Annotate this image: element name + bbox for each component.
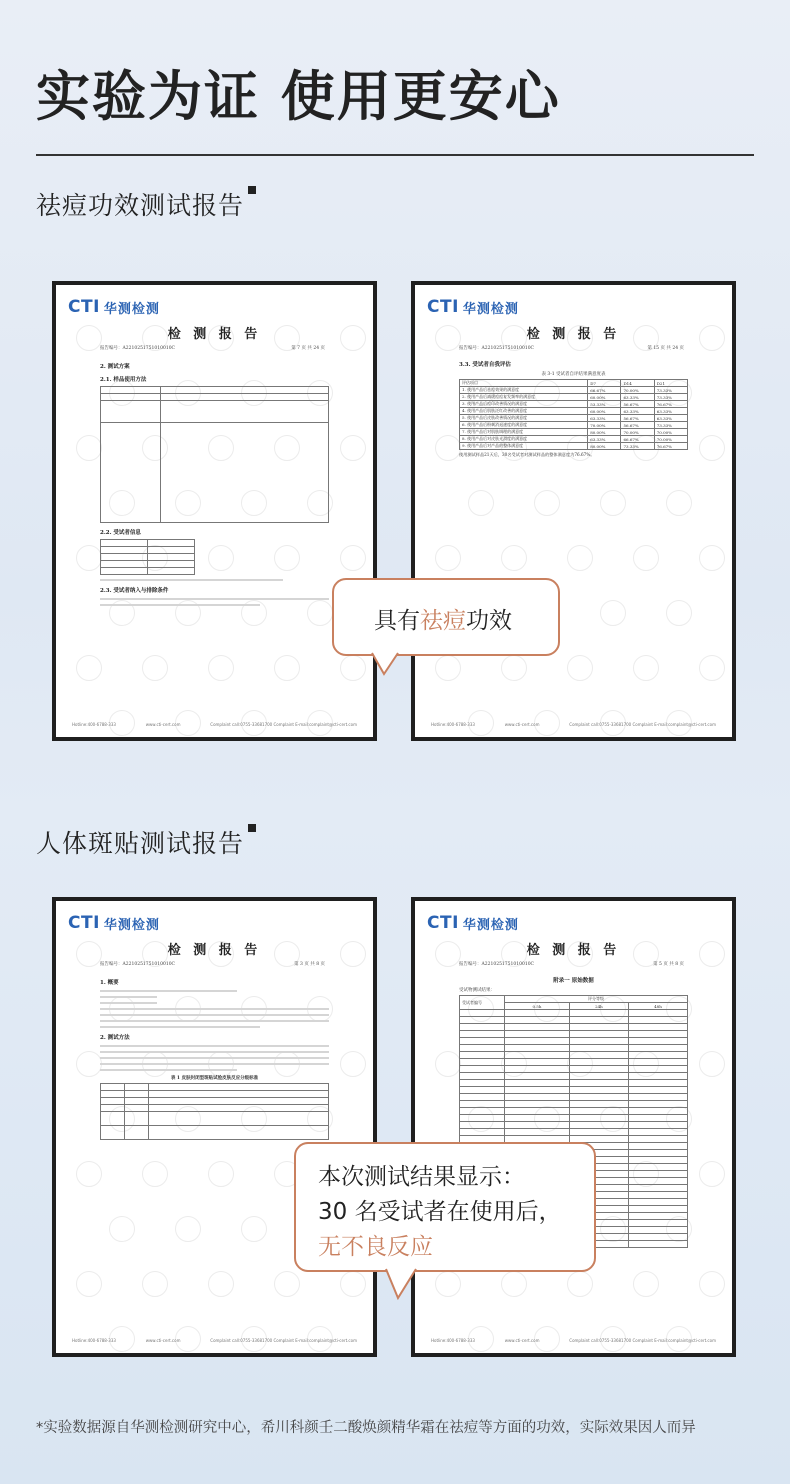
watermark-circle: [699, 1051, 725, 1077]
table-cell: 70.00%: [621, 387, 654, 394]
watermark-circle: [274, 1271, 300, 1297]
table-cell: 3. 使用产品后痘印改善情况的满意度: [460, 401, 588, 408]
watermark-circle: [241, 1216, 267, 1242]
table-cell: 56.67%: [621, 401, 654, 408]
table-cell: 63.33%: [588, 436, 621, 443]
table-cell: 63.33%: [654, 408, 687, 415]
page-number: 第 15 页 共 24 页: [647, 346, 684, 351]
table-cell: 80.00%: [588, 429, 621, 436]
table-header-cell: D7: [588, 380, 621, 387]
report-number: 报告编号：A2210251751010010C: [459, 962, 535, 967]
table-header-cell: 24h: [569, 1003, 628, 1010]
table-row: [460, 1087, 688, 1094]
watermark-circle: [435, 545, 461, 571]
watermark-circle: [142, 655, 168, 681]
doc-meta: [459, 961, 684, 967]
table-cell: 4. 使用产品后肌肤泛红改善的满意度: [460, 408, 588, 415]
table-group-header: 评分等级: [505, 996, 688, 1003]
callout-tail: [370, 652, 400, 676]
table-header-cell: D21: [654, 380, 687, 387]
watermark-circle: [435, 655, 461, 681]
footnote: *实验数据源自华测检测研究中心，希川科颜壬二酸焕颜精华霜在祛痘等方面的功效，实际效果因人而异: [36, 1420, 696, 1436]
table-header-cell: 48h: [628, 1003, 687, 1010]
table-cell: 56.67%: [621, 415, 654, 422]
table-cell: 63.33%: [588, 415, 621, 422]
watermark-circle: [666, 600, 692, 626]
doc-footer: Hotline:400-6788-333 www.cti-cert.com Complaint call:0755-33681700 Complaint E-mail:complaint@cti-cert.com: [431, 722, 716, 727]
table-header-cell: 0.5h: [505, 1003, 570, 1010]
doc-heading: 2. 测试方案: [100, 364, 130, 370]
watermark-circle: [600, 600, 626, 626]
report-number: 报告编号：A2210251751010010C: [100, 962, 176, 967]
table-cell: 2. 使用产品后减缓痘痘复发频率的满意度: [460, 394, 588, 401]
logo-cn: 华测检测: [462, 301, 519, 317]
page-title: 实验为证 使用更安心: [36, 65, 561, 128]
table-cell: 63.33%: [621, 394, 654, 401]
watermark-circle: [208, 1271, 234, 1297]
table-cell: 63.33%: [621, 408, 654, 415]
table-row: [460, 1010, 688, 1017]
doc-body: [459, 355, 688, 458]
cti-logo: [427, 297, 519, 317]
table-row: [460, 1024, 688, 1031]
watermark-circle: [373, 996, 377, 1022]
doc-subheading: 2. 测试方法: [100, 1035, 130, 1041]
logo-en: CTI: [427, 913, 459, 933]
report-document-3: [52, 897, 377, 1357]
watermark-circle: [732, 1326, 736, 1352]
watermark-circle: [340, 545, 366, 571]
page-number: 第 7 页 共 24 页: [291, 346, 325, 351]
watermark-circle: [142, 1161, 168, 1187]
table-cell: 8. 使用产品后对皮肤光滑度的满意度: [460, 436, 588, 443]
doc-meta: [459, 345, 684, 351]
table-cell: 60.00%: [588, 408, 621, 415]
table-row: [460, 1059, 688, 1066]
section-title-text: 人体斑贴测试报告: [36, 829, 245, 858]
watermark-circle: [76, 1161, 102, 1187]
callout-tail: [384, 1268, 418, 1300]
doc-subheading: 受试物测试结果：: [459, 988, 495, 993]
watermark-circle: [435, 1051, 461, 1077]
watermark-circle: [633, 545, 659, 571]
doc-subheading-2: 2.2. 受试者信息: [100, 530, 141, 536]
watermark-circle: [373, 490, 377, 516]
cti-logo: [68, 297, 160, 317]
watermark-circle: [76, 1051, 102, 1077]
watermark-circle: [567, 1271, 593, 1297]
table-cell: 66.67%: [621, 436, 654, 443]
watermark-circle: [732, 600, 736, 626]
watermark-circle: [699, 655, 725, 681]
table-cell: 60.00%: [588, 394, 621, 401]
section-title-text: 祛痘功效测试报告: [36, 191, 245, 220]
doc-title: 检 测 报 告: [167, 327, 262, 342]
page-number: 第 5 页 共 8 页: [653, 962, 684, 967]
table-row: [460, 1080, 688, 1087]
report-document-1: [52, 281, 377, 741]
section-title-acne: [36, 186, 256, 222]
watermark-circle: [340, 1051, 366, 1077]
table-row: [460, 1031, 688, 1038]
watermark-pattern: [415, 285, 732, 737]
watermark-circle: [76, 435, 102, 461]
table-row: [460, 1038, 688, 1045]
watermark-circle: [501, 1271, 527, 1297]
table-row: [460, 1066, 688, 1073]
doc-footer: Hotline:400-6788-333 www.cti-cert.com Complaint call:0755-33681700 Complaint E-mail:complaint@cti-cert.com: [431, 1338, 716, 1343]
callout-patch-result: [294, 1142, 596, 1272]
table-row: [460, 1094, 688, 1101]
reaction-grade-table: [100, 1083, 329, 1140]
report-document-2: [411, 281, 736, 741]
table-cell: 56.67%: [621, 422, 654, 429]
watermark-circle: [175, 1216, 201, 1242]
table-row: [460, 387, 688, 394]
table-row: [460, 1045, 688, 1052]
cti-logo: [68, 913, 160, 933]
satisfaction-table: [459, 379, 688, 450]
table-cell: 73.33%: [621, 443, 654, 450]
watermark-circle: [501, 655, 527, 681]
callout-line-1: 本次测试结果显示：: [318, 1164, 525, 1190]
table-cell: 7. 使用产品后对肌肤调理的满意度: [460, 429, 588, 436]
table-header-cell: 评估项目: [460, 380, 588, 387]
table-header-cell: 受试者编号: [460, 996, 505, 1010]
watermark-circle: [699, 1161, 725, 1187]
doc-subheading-3: 2.3. 受试者纳入与排除条件: [100, 588, 169, 594]
square-icon: [248, 824, 256, 832]
doc-heading: 3.3. 受试者自我评估: [459, 362, 511, 368]
logo-cn: 华测检测: [103, 917, 160, 933]
table-cell: 5. 使用产品后皮肤改善情况的满意度: [460, 415, 588, 422]
doc-body: [100, 973, 329, 1140]
callout-acne-efficacy: 具有祛痘功效: [332, 578, 560, 656]
table-cell: 73.33%: [654, 422, 687, 429]
page-number: 第 3 页 共 8 页: [294, 962, 325, 967]
table-cell: 1. 使用产品后祛痘效果的满意度: [460, 387, 588, 394]
watermark-circle: [340, 435, 366, 461]
table-cell: 70.00%: [588, 422, 621, 429]
watermark-circle: [109, 1216, 135, 1242]
method-table: [100, 386, 329, 523]
table-cell: 80.00%: [588, 443, 621, 450]
table-cell: 70.00%: [621, 429, 654, 436]
watermark-circle: [373, 380, 377, 406]
doc-footer: Hotline:400-6788-333 www.cti-cert.com Complaint call:0755-33681700 Complaint E-mail:complaint@cti-cert.com: [72, 1338, 357, 1343]
logo-en: CTI: [427, 297, 459, 317]
doc-meta: [100, 961, 325, 967]
table-row: [460, 401, 688, 408]
logo-en: CTI: [68, 913, 100, 933]
subject-table: [100, 539, 195, 575]
table-row: [460, 408, 688, 415]
doc-title: 检 测 报 告: [526, 943, 621, 958]
doc-heading: 附录一 原始数据: [553, 978, 594, 984]
report-number: 报告编号：A2210251751010010C: [100, 346, 176, 351]
watermark-circle: [732, 1216, 736, 1242]
watermark-circle: [534, 490, 560, 516]
watermark-circle: [208, 1161, 234, 1187]
table-row: [460, 436, 688, 443]
table-caption: 表 1 皮肤封闭型斑贴试验皮肤反应分级标准: [170, 1076, 259, 1081]
doc-heading: 1. 概要: [100, 980, 119, 986]
table-row: [460, 443, 688, 450]
callout-line-3: 无不良反应: [318, 1234, 433, 1260]
table-cell: 76.67%: [654, 401, 687, 408]
watermark-circle: [435, 435, 461, 461]
watermark-circle: [208, 655, 234, 681]
doc-meta: [100, 345, 325, 351]
table-cell: 73.33%: [654, 387, 687, 394]
watermark-circle: [732, 710, 736, 736]
doc-title: 检 测 报 告: [526, 327, 621, 342]
watermark-circle: [633, 1271, 659, 1297]
watermark-circle: [699, 435, 725, 461]
table-row: [460, 415, 688, 422]
table-row: [460, 1115, 688, 1122]
highlight-text: 祛痘: [420, 608, 466, 634]
watermark-circle: [666, 490, 692, 516]
table-row: [460, 1129, 688, 1136]
logo-cn: 华测检测: [462, 917, 519, 933]
table-cell: 6. 使用产品后粉刺消退速度的满意度: [460, 422, 588, 429]
watermark-circle: [142, 1271, 168, 1297]
square-icon: [248, 186, 256, 194]
table-row: [460, 394, 688, 401]
watermark-circle: [76, 545, 102, 571]
watermark-circle: [567, 545, 593, 571]
table-header-cell: D14: [621, 380, 654, 387]
watermark-circle: [373, 1326, 377, 1352]
watermark-circle: [435, 1271, 461, 1297]
cti-logo: [427, 913, 519, 933]
doc-footer: Hotline:400-6788-333 www.cti-cert.com Complaint call:0755-33681700 Complaint E-mail:complaint@cti-cert.com: [72, 722, 357, 727]
table-row: [460, 1052, 688, 1059]
watermark-circle: [274, 655, 300, 681]
watermark-circle: [76, 655, 102, 681]
report-number: 报告编号：A2210251751010010C: [459, 346, 535, 351]
watermark-circle: [373, 710, 377, 736]
table-caption: 表 3-1 受试者自评结果满意度表: [541, 372, 606, 377]
watermark-circle: [76, 1271, 102, 1297]
section-title-patch: [36, 824, 256, 860]
report-document-4: [411, 897, 736, 1357]
watermark-circle: [732, 1106, 736, 1132]
table-row: [460, 1073, 688, 1080]
watermark-circle: [732, 380, 736, 406]
table-cell: 73.33%: [654, 394, 687, 401]
table-row: [460, 422, 688, 429]
table-cell: 53.33%: [588, 401, 621, 408]
watermark-circle: [600, 490, 626, 516]
doc-title: 检 测 报 告: [167, 943, 262, 958]
doc-body: [100, 357, 329, 610]
table-row: [460, 1017, 688, 1024]
watermark-circle: [468, 490, 494, 516]
watermark-circle: [567, 655, 593, 681]
title-divider: [36, 154, 754, 156]
table-cell: 63.33%: [654, 415, 687, 422]
table-cell: 70.00%: [654, 429, 687, 436]
table-row: [460, 1108, 688, 1115]
table-row: [460, 429, 688, 436]
table-row: [460, 1122, 688, 1129]
watermark-circle: [699, 545, 725, 571]
watermark-circle: [732, 490, 736, 516]
table-note: 使用测试样品21天后，30名受试者对测试样品的整体满意度为76.67%。: [459, 452, 595, 457]
watermark-circle: [699, 1271, 725, 1297]
table-cell: 9. 使用产品后对产品的整体满意度: [460, 443, 588, 450]
doc-subheading: 2.1. 样品使用方法: [100, 377, 147, 383]
table-row: [460, 1101, 688, 1108]
watermark-circle: [373, 1106, 377, 1132]
table-cell: 70.00%: [654, 436, 687, 443]
table-cell: 66.67%: [588, 387, 621, 394]
watermark-circle: [340, 655, 366, 681]
watermark-circle: [501, 545, 527, 571]
callout-line-2: 30 名受试者在使用后，: [318, 1199, 562, 1225]
logo-en: CTI: [68, 297, 100, 317]
logo-cn: 华测检测: [103, 301, 160, 317]
table-cell: 76.67%: [654, 443, 687, 450]
watermark-circle: [732, 996, 736, 1022]
watermark-circle: [633, 655, 659, 681]
watermark-circle: [340, 1271, 366, 1297]
